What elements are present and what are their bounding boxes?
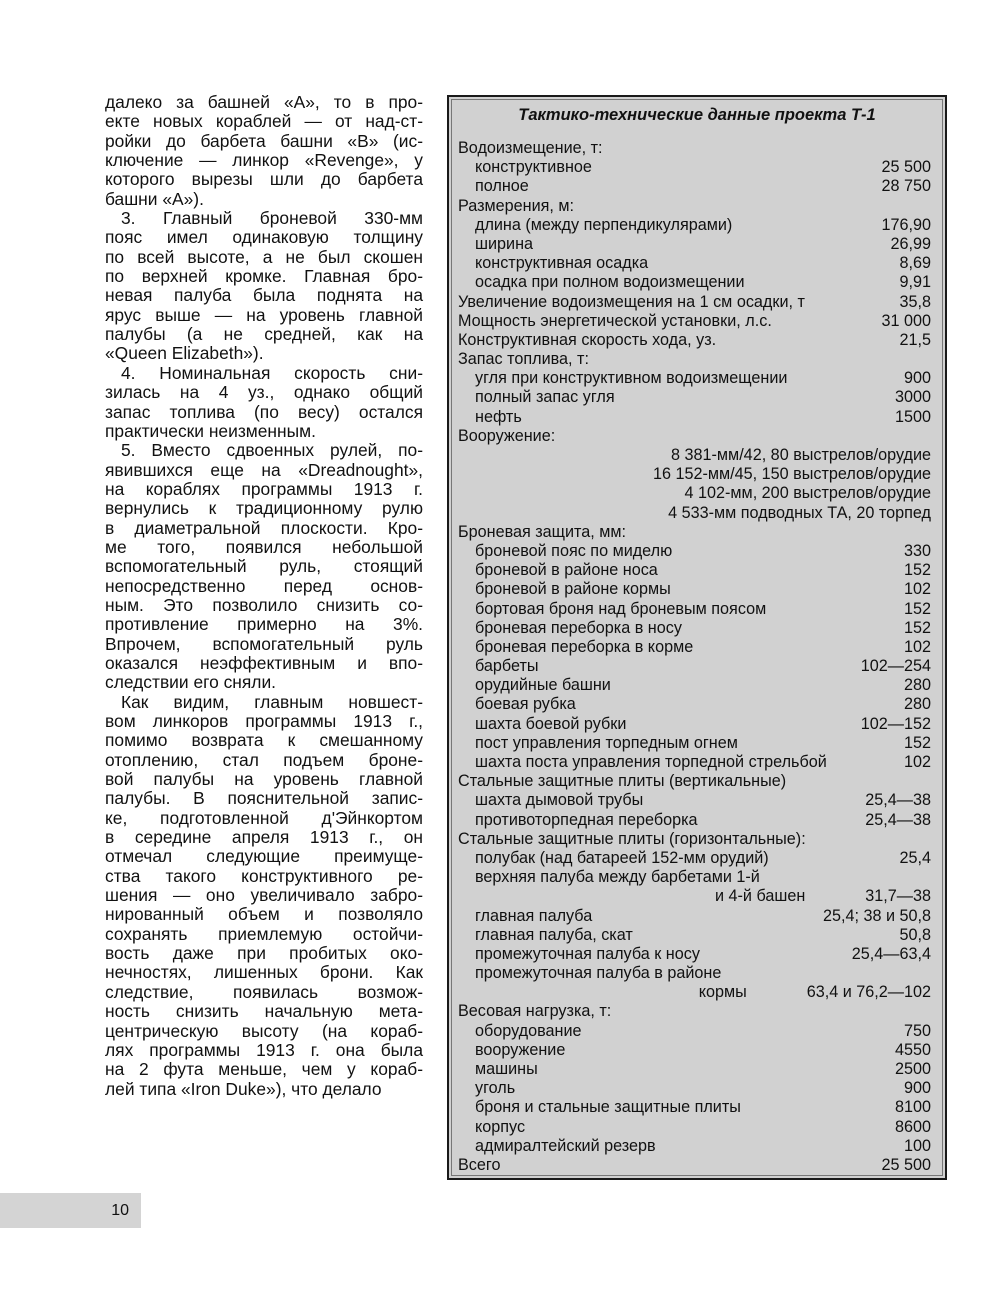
spec-row bbox=[458, 945, 931, 964]
spec-label: главная палуба, скат bbox=[475, 925, 633, 944]
text-line: сохранять приемлемую остойчи- bbox=[105, 923, 423, 944]
text-line: Как видим, главным новшест- bbox=[121, 691, 423, 712]
spec-value: 280 bbox=[903, 695, 931, 714]
spec-value: 102 bbox=[903, 753, 931, 771]
text-line: ства такого конструктивного ре- bbox=[105, 865, 423, 886]
spec-value: 63,4 и 76,2—102 bbox=[806, 983, 931, 1002]
text-line: лей типа «Iron Duke»), что делало bbox=[105, 1078, 382, 1099]
text-line: нечностях, лишенных брони. Как bbox=[105, 962, 423, 983]
spec-value: 900 bbox=[903, 369, 931, 388]
text-line: противление примерно на 3%. bbox=[105, 614, 423, 635]
text-line: запас топлива (по весу) остался bbox=[105, 401, 423, 422]
spec-row bbox=[458, 983, 931, 1002]
text-line: в диаметральной плоскости. Кро- bbox=[105, 517, 423, 538]
spec-value: 25 500 bbox=[881, 1155, 931, 1174]
spec-value: 176,90 bbox=[881, 215, 931, 234]
text-line: вом линкоров программы 1913 г., bbox=[105, 711, 423, 731]
spec-label: боевая рубка bbox=[475, 695, 576, 714]
body-text-column bbox=[105, 93, 423, 1099]
spec-row bbox=[458, 715, 931, 734]
spec-value: 8600 bbox=[894, 1117, 931, 1136]
spec-value: 25,4; 38 и 50,8 bbox=[822, 906, 931, 925]
spec-label: броневая переборка в корме bbox=[475, 637, 694, 656]
spec-section-row bbox=[458, 1156, 931, 1175]
spec-value: 750 bbox=[903, 1021, 931, 1040]
text-line: ке, подготовленной д'Эйнкортом bbox=[105, 807, 423, 828]
spec-value: 4 102-мм, 200 выстрелов/орудие bbox=[684, 484, 931, 503]
spec-label: верхняя палуба между барбетами 1-й bbox=[475, 868, 760, 887]
spec-row bbox=[458, 177, 931, 196]
spec-row bbox=[458, 465, 931, 484]
spec-row bbox=[458, 216, 931, 235]
spec-row bbox=[458, 695, 931, 714]
spec-label: конструктивная осадка bbox=[475, 254, 649, 273]
spec-value: 1500 bbox=[894, 407, 931, 426]
spec-row bbox=[458, 273, 931, 292]
spec-label: корпус bbox=[475, 1117, 526, 1136]
text-line: вернулись к традиционному рулю bbox=[105, 498, 423, 519]
text-line: ключение — линкор «Revenge», у bbox=[105, 150, 423, 171]
spec-label: полубак (над батареей 152-мм орудий) bbox=[475, 848, 769, 867]
spec-row bbox=[458, 484, 931, 503]
spec-value: 25 500 bbox=[881, 158, 931, 177]
spec-table-title: Тактико-технические данные проекта Т-1 bbox=[518, 106, 876, 124]
spec-table-box bbox=[447, 95, 947, 1180]
spec-row bbox=[458, 791, 931, 810]
text-line: по всей высоте, а не был скошен bbox=[105, 246, 423, 267]
text-line: ме того, появился небольшой bbox=[105, 536, 423, 557]
spec-value: 8,69 bbox=[899, 254, 931, 273]
text-line: 4. Номинальная скорость сни- bbox=[121, 362, 423, 383]
page-number: 10 bbox=[111, 1202, 129, 1219]
spec-row bbox=[458, 1041, 931, 1060]
text-line: далеко за башней «А», то в про- bbox=[105, 92, 423, 112]
text-line: явившихся еще на «Dreadnought», bbox=[105, 459, 423, 480]
spec-row bbox=[458, 1098, 931, 1117]
spec-section-row bbox=[458, 312, 931, 331]
text-line: «Queen Elizabeth»). bbox=[105, 343, 264, 364]
spec-label: шахта дымовой трубы bbox=[475, 791, 644, 810]
spec-row bbox=[458, 926, 931, 945]
spec-label: орудийные башни bbox=[475, 676, 611, 695]
text-line: следствие, появилась возмож- bbox=[105, 981, 423, 1002]
text-line: которого вырезы шли до барбета bbox=[105, 169, 423, 190]
spec-row bbox=[458, 1022, 931, 1041]
spec-value: 900 bbox=[903, 1079, 931, 1098]
spec-section-row bbox=[458, 427, 931, 446]
spec-row bbox=[458, 235, 931, 254]
spec-label: Броневая защита, мм: bbox=[458, 522, 627, 541]
spec-row bbox=[458, 638, 931, 657]
spec-value: 152 bbox=[903, 561, 931, 580]
spec-label: угля при конструктивном водоизмещении bbox=[475, 369, 788, 388]
text-line: палубы (а не средней, как на bbox=[105, 324, 423, 345]
spec-label: Размерения, м: bbox=[458, 196, 575, 215]
spec-value: 9,91 bbox=[899, 273, 931, 292]
spec-label: адмиралтейский резерв bbox=[475, 1136, 656, 1155]
spec-row bbox=[458, 868, 931, 887]
spec-label: Весовая нагрузка, т: bbox=[458, 1002, 612, 1021]
spec-label: барбеты bbox=[475, 657, 539, 676]
spec-label: полное bbox=[475, 177, 529, 196]
text-line: зилась на 4 уз., однако общий bbox=[105, 382, 423, 403]
text-line: практически неизменным. bbox=[105, 420, 316, 441]
spec-row bbox=[458, 1079, 931, 1098]
spec-value: 152 bbox=[903, 618, 931, 637]
text-line: помимо возврата к смешанному bbox=[105, 730, 423, 751]
text-line: нированный объем и позволяло bbox=[105, 904, 423, 925]
spec-label: броневой в районе носа bbox=[475, 561, 658, 580]
spec-label: Мощность энергетической установки, л.с. bbox=[458, 311, 772, 330]
spec-row bbox=[458, 619, 931, 638]
spec-value: 102—152 bbox=[860, 714, 931, 733]
text-line: палубы. В пояснительной запис- bbox=[105, 788, 423, 809]
spec-value: 8 381-мм/42, 80 выстрелов/орудие bbox=[671, 446, 931, 464]
spec-row bbox=[458, 542, 931, 561]
spec-value: 25,4—38 bbox=[865, 791, 931, 810]
text-line: 3. Главный броневой 330-мм bbox=[121, 208, 423, 229]
spec-label: оборудование bbox=[475, 1021, 582, 1040]
text-line: непосредственно перед основ- bbox=[105, 575, 423, 596]
text-line: вспомогательный руль, стоящий bbox=[105, 556, 423, 577]
text-line: отмечал следующие преимуще- bbox=[105, 846, 423, 867]
text-line: ным. Это позволило снизить со- bbox=[105, 594, 423, 615]
spec-section-row bbox=[458, 830, 931, 849]
text-line: невая палуба была поднята на bbox=[105, 285, 423, 306]
spec-label: и 4-й башен bbox=[714, 887, 806, 906]
spec-label: броневая переборка в носу bbox=[475, 618, 682, 637]
spec-section-row bbox=[458, 523, 931, 542]
text-line: башни «А»). bbox=[105, 188, 204, 209]
spec-value: 100 bbox=[903, 1136, 931, 1155]
text-line: отоплению, стал подъем броне- bbox=[105, 749, 423, 770]
spec-label: вооружение bbox=[475, 1040, 566, 1059]
spec-label: противоторпедная переборка bbox=[475, 810, 698, 829]
spec-value: 26,99 bbox=[890, 234, 931, 253]
spec-value: 8100 bbox=[894, 1098, 931, 1117]
spec-label: Стальные защитные плиты (горизонтальные): bbox=[458, 829, 806, 848]
spec-value: 330 bbox=[903, 541, 931, 560]
spec-value: 102 bbox=[903, 580, 931, 599]
spec-value: 50,8 bbox=[899, 925, 931, 944]
spec-label: Увеличение водоизмещения на 1 см осадки, т bbox=[458, 292, 805, 311]
spec-label: броневой пояс по миделю bbox=[475, 541, 673, 560]
spec-value: 4 533-мм подводных ТА, 20 торпед bbox=[668, 503, 931, 522]
spec-value: 152 bbox=[903, 599, 931, 618]
spec-row bbox=[458, 561, 931, 580]
spec-row bbox=[458, 753, 931, 772]
spec-row bbox=[458, 887, 931, 906]
text-line: вость даже при пробитых око- bbox=[105, 943, 423, 964]
spec-section-row bbox=[458, 331, 931, 350]
text-line: ярус выше — на уровень главной bbox=[105, 304, 423, 325]
spec-row bbox=[458, 254, 931, 273]
spec-section-row bbox=[458, 772, 931, 791]
spec-label: броневой в районе кормы bbox=[475, 580, 671, 599]
spec-value: 3000 bbox=[894, 388, 931, 407]
spec-value: 25,4—38 bbox=[865, 810, 931, 829]
spec-label: Запас топлива, т: bbox=[458, 350, 589, 369]
spec-value: 25,4—63,4 bbox=[851, 944, 931, 963]
spec-value: 16 152-мм/45, 150 выстрелов/орудие bbox=[653, 465, 931, 484]
spec-value: 35,8 bbox=[899, 292, 931, 311]
spec-label: шахта боевой рубки bbox=[475, 714, 627, 733]
spec-row bbox=[458, 504, 931, 523]
spec-label: Стальные защитные плиты (вертикальные) bbox=[458, 772, 787, 791]
spec-label: промежуточная палуба к носу bbox=[475, 944, 700, 963]
spec-value: 31,7—38 bbox=[865, 887, 931, 906]
spec-label: осадка при полном водоизмещении bbox=[475, 273, 745, 292]
spec-value: 152 bbox=[903, 733, 931, 752]
text-line: Впрочем, вспомогательный руль bbox=[105, 633, 423, 654]
spec-value: 102 bbox=[903, 637, 931, 656]
text-line: следствии его сняли. bbox=[105, 672, 276, 693]
spec-table-rows bbox=[458, 139, 931, 1175]
spec-row bbox=[458, 811, 931, 830]
spec-label: главная палуба bbox=[475, 906, 593, 925]
spec-value: 4550 bbox=[894, 1040, 931, 1059]
text-line: центрическую высоту (на кораб- bbox=[105, 1020, 423, 1041]
spec-row bbox=[458, 907, 931, 926]
spec-row bbox=[458, 369, 931, 388]
spec-row bbox=[458, 1118, 931, 1137]
spec-row bbox=[458, 1137, 931, 1156]
spec-label: промежуточная палуба в районе bbox=[475, 964, 722, 983]
spec-section-row bbox=[458, 1002, 931, 1021]
spec-section-row bbox=[458, 350, 931, 369]
spec-row bbox=[458, 964, 931, 983]
spec-row bbox=[458, 446, 931, 465]
spec-label: ширина bbox=[475, 234, 534, 253]
spec-label: Конструктивная скорость хода, уз. bbox=[458, 330, 717, 349]
spec-row bbox=[458, 158, 931, 177]
spec-value: 2500 bbox=[894, 1060, 931, 1078]
spec-label: уголь bbox=[475, 1079, 516, 1098]
text-line: шения — оно увеличивало забро- bbox=[105, 885, 423, 906]
text-line: на кораблях программы 1913 г. bbox=[105, 478, 423, 499]
spec-label: длина (между перпендикулярами) bbox=[475, 215, 733, 234]
text-line: ройки до барбета башни «В» (ис- bbox=[105, 130, 423, 151]
text-line: екте новых кораблей — от над-ст- bbox=[105, 111, 423, 132]
spec-row bbox=[458, 1060, 931, 1079]
spec-label: Водоизмещение, т: bbox=[458, 139, 603, 157]
spec-value: 21,5 bbox=[899, 330, 931, 349]
spec-row bbox=[458, 734, 931, 753]
spec-label: машины bbox=[475, 1060, 538, 1078]
spec-section-row bbox=[458, 139, 931, 158]
spec-value: 102—254 bbox=[860, 657, 931, 676]
spec-row bbox=[458, 408, 931, 427]
spec-value: 280 bbox=[903, 676, 931, 695]
text-line: лях программы 1913 г. она была bbox=[105, 1039, 423, 1060]
spec-value: 25,4 bbox=[899, 848, 931, 867]
spec-value: 28 750 bbox=[881, 177, 931, 196]
text-line: 5. Вместо сдвоенных рулей, по- bbox=[121, 440, 423, 461]
text-line: по верхней кромке. Главная бро- bbox=[105, 266, 423, 287]
spec-value: 31 000 bbox=[881, 311, 931, 330]
spec-row bbox=[458, 580, 931, 599]
text-line: пояс имел одинаковую толщину bbox=[105, 227, 423, 248]
spec-label: конструктивное bbox=[475, 158, 592, 177]
page-number-bar bbox=[0, 1193, 141, 1228]
spec-row bbox=[458, 676, 931, 695]
spec-row bbox=[458, 388, 931, 407]
spec-row bbox=[458, 657, 931, 676]
text-line: на 2 фута меньше, чем у кораб- bbox=[105, 1059, 423, 1080]
spec-label: полный запас угля bbox=[475, 388, 615, 407]
spec-label: шахта поста управления торпедной стрельбой bbox=[475, 753, 827, 771]
spec-label: нефть bbox=[475, 407, 522, 426]
spec-label: кормы bbox=[698, 983, 747, 1002]
text-line: вой палубы на уровень главной bbox=[105, 769, 423, 790]
text-line: оказался неэффективным и впо- bbox=[105, 652, 423, 673]
text-line: в середине апреля 1913 г., он bbox=[105, 827, 423, 848]
spec-label: пост управления торпедным огнем bbox=[475, 733, 738, 752]
spec-label: броня и стальные защитные плиты bbox=[475, 1098, 741, 1117]
spec-row bbox=[458, 849, 931, 868]
spec-section-row bbox=[458, 293, 931, 312]
spec-row bbox=[458, 600, 931, 619]
spec-label: бортовая броня над броневым поясом bbox=[475, 599, 767, 618]
spec-label: Всего bbox=[458, 1155, 501, 1174]
spec-section-row bbox=[458, 197, 931, 216]
spec-label: Вооружение: bbox=[458, 426, 556, 445]
text-line: ность снизить начальную мета- bbox=[105, 1001, 423, 1022]
